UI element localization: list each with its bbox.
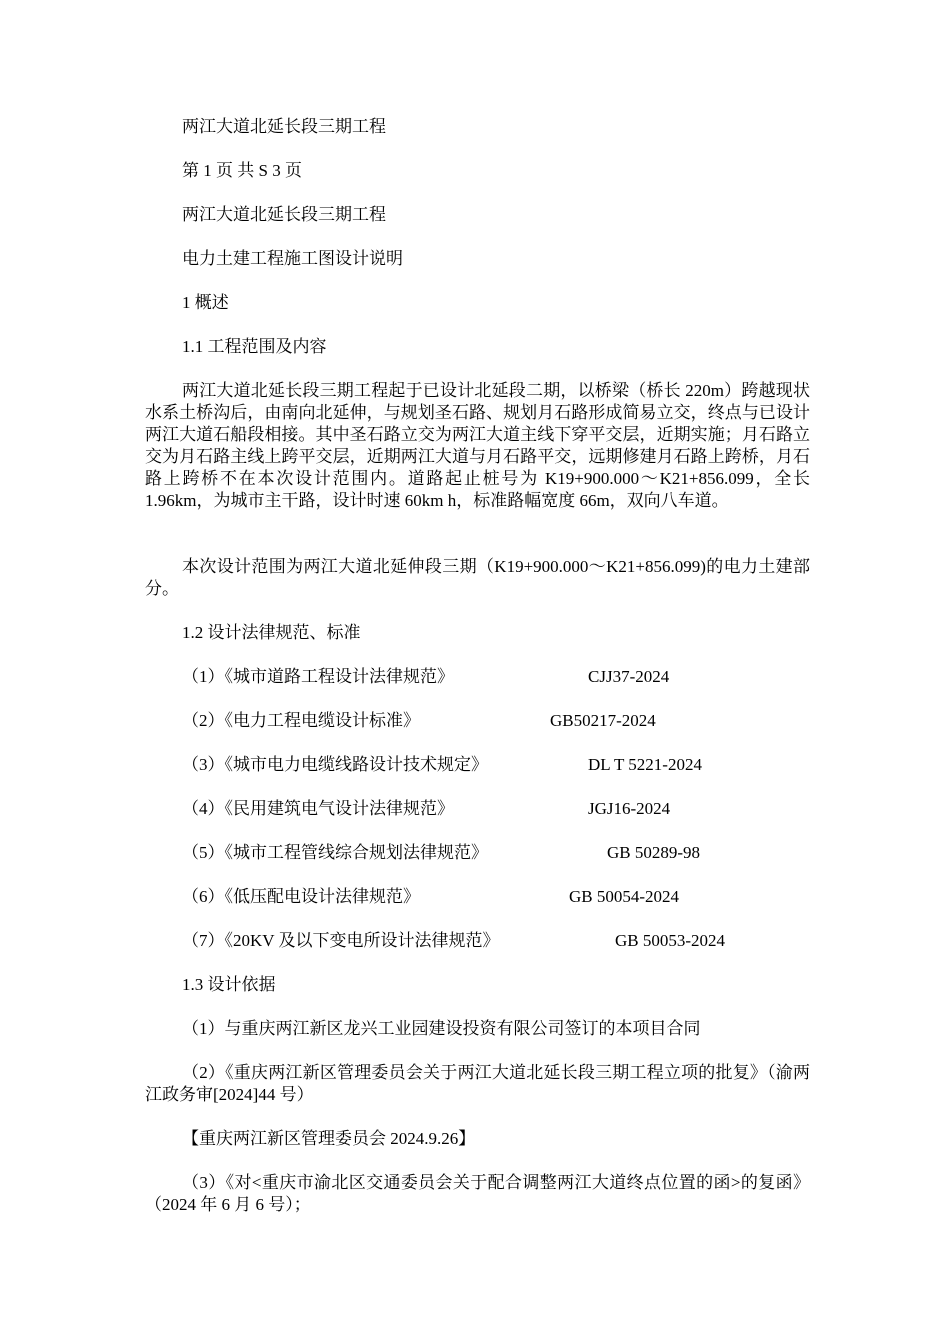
standard-code: GB 50289-98	[607, 843, 701, 862]
project-title-repeat: 两江大道北延长段三期工程	[182, 205, 386, 224]
standard-name: （2）《电力工程电缆设计标准》	[182, 711, 420, 730]
section-heading-1-1: 1.1 工程范围及内容	[182, 337, 327, 356]
standard-code: GB 50053-2024	[615, 931, 726, 950]
standard-item	[145, 666, 810, 688]
document-title: 电力土建工程施工图设计说明	[182, 249, 403, 268]
standard-item	[145, 754, 810, 776]
standard-item	[145, 710, 810, 732]
section-heading-1: 1 概述	[182, 293, 229, 312]
standard-name: （3）《城市电力电缆线路设计技术规定》	[182, 755, 488, 774]
page-info: 第 1 页 共 S 3 页	[182, 161, 302, 180]
basis-note: 【重庆两江新区管理委员会 2024.9.26】	[182, 1129, 476, 1148]
standard-item	[145, 798, 810, 820]
standard-code: DL T 5221-2024	[588, 755, 702, 774]
section-heading-1-2: 1.2 设计法律规范、标准	[182, 623, 361, 642]
standard-item	[145, 930, 810, 952]
standard-code: GB50217-2024	[550, 711, 656, 730]
standard-item	[145, 842, 810, 864]
standard-name: （1）《城市道路工程设计法律规范》	[182, 667, 454, 686]
standard-code: JGJ16-2024	[588, 799, 671, 818]
standard-name: （4）《民用建筑电气设计法律规范》	[182, 799, 454, 818]
basis-item: （1）与重庆两江新区龙兴工业园建设投资有限公司签订的本项目合同	[182, 1019, 701, 1038]
standard-name: （5）《城市工程管线综合规划法律规范》	[182, 843, 488, 862]
standard-item	[145, 886, 810, 908]
section-heading-1-3: 1.3 设计依据	[182, 975, 276, 994]
design-range-paragraph: 本次设计范围为两江大道北延伸段三期（K19+900.000～K21+856.099)的电力土建部分。	[145, 557, 810, 598]
standard-code: GB 50054-2024	[569, 887, 680, 906]
standard-name: （7）《20KV 及以下变电所设计法律规范》	[182, 931, 500, 950]
basis-item: （3）《对<重庆市渝北区交通委员会关于配合调整两江大道终点位置的函>的复函》（2024 年 6 月 6 号）；	[145, 1173, 810, 1214]
project-title: 两江大道北延长段三期工程	[182, 117, 386, 136]
basis-item: （2）《重庆两江新区管理委员会关于两江大道北延长段三期工程立项的批复》（渝两江政务审[2024]44 号）	[145, 1063, 810, 1104]
standard-name: （6）《低压配电设计法律规范》	[182, 887, 420, 906]
scope-paragraph: 两江大道北延长段三期工程起于已设计北延段二期，以桥梁（桥长 220m）跨越现状水系土桥沟后，由南向北延伸，与规划圣石路、规划月石路形成简易立交，终点与已设计两江大道石船段相接。其中圣石路立交为两江大道主线下穿平交层，近期实施；月石路立交为月石路主线上跨平交层，近期两江大道与月石路平交，远期修建月石路上跨桥，月石路上跨桥不在本次设计范围内。道路起止桩号为 K19+900.000～K21+856.099，全长 1.96km，为城市主干路，设计时速 60km h，标准路幅宽度 66m，双向八车道。	[145, 381, 810, 510]
standard-code: CJJ37-2024	[588, 667, 670, 686]
